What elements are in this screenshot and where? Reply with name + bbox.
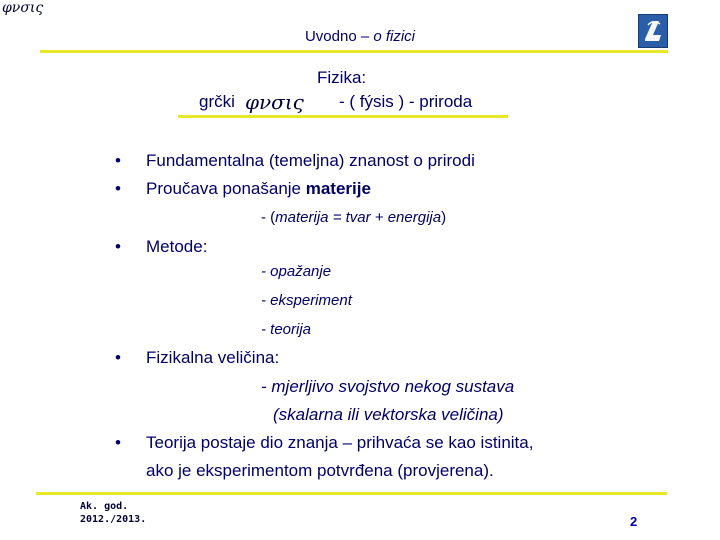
bottom-divider: [36, 492, 667, 495]
bullet-text-prefix: Proučava ponašanje: [146, 179, 306, 198]
bullet-dot: •: [115, 179, 121, 198]
top-divider: [40, 50, 668, 53]
definition-italic: materija = tvar + energija: [275, 209, 442, 226]
academic-year-label: Ak. god.: [80, 501, 129, 512]
page-number: 2: [630, 514, 638, 529]
definition-close: ): [441, 209, 447, 226]
bullet-text: Metode:: [146, 237, 208, 256]
definition-dash: - (: [261, 209, 276, 226]
institution-logo-icon: [638, 14, 668, 48]
method-item: - opažanje: [261, 263, 332, 280]
corner-greek-word: φνσις: [2, 0, 44, 16]
method-item: - teorija: [261, 321, 312, 338]
velicina-definition: - mjerljivo svojstvo nekog sustava: [261, 377, 515, 396]
bullet-text: Fundamentalna (temeljna) znanost o prirodi: [146, 151, 475, 170]
academic-year: [80, 500, 146, 526]
bullet-dot: •: [115, 151, 121, 170]
bullet-dot: •: [115, 433, 121, 452]
bullet-teorija-continued: ako je eksperimentom potvrđena (provjerena).: [146, 461, 494, 480]
bullet-text: [146, 179, 371, 199]
bullet-text: Fizikalna veličina:: [146, 348, 280, 367]
bullet-text: Teorija postaje dio znanja – prihvaća se kao istinita,: [146, 433, 534, 452]
title-italic: o fizici: [373, 28, 416, 45]
bullet-dot: •: [115, 348, 121, 367]
bullet-text-bold: materije: [305, 179, 371, 198]
velicina-types: (skalarna ili vektorska veličina): [273, 405, 504, 424]
method-item: - eksperiment: [261, 292, 352, 309]
academic-year-value: 2012./2013.: [80, 514, 147, 525]
greek-word: φνσις: [245, 90, 304, 114]
fizika-heading: Fizika:: [317, 68, 367, 87]
intro-divider: [178, 115, 508, 118]
materija-definition: [261, 209, 446, 226]
bullet-dot: •: [115, 237, 121, 256]
slide-title: [0, 28, 720, 45]
fysis-translation: - ( fýsis ) - priroda: [339, 92, 473, 111]
title-plain: Uvodno –: [304, 28, 374, 45]
grcki-label: grčki: [199, 92, 235, 111]
